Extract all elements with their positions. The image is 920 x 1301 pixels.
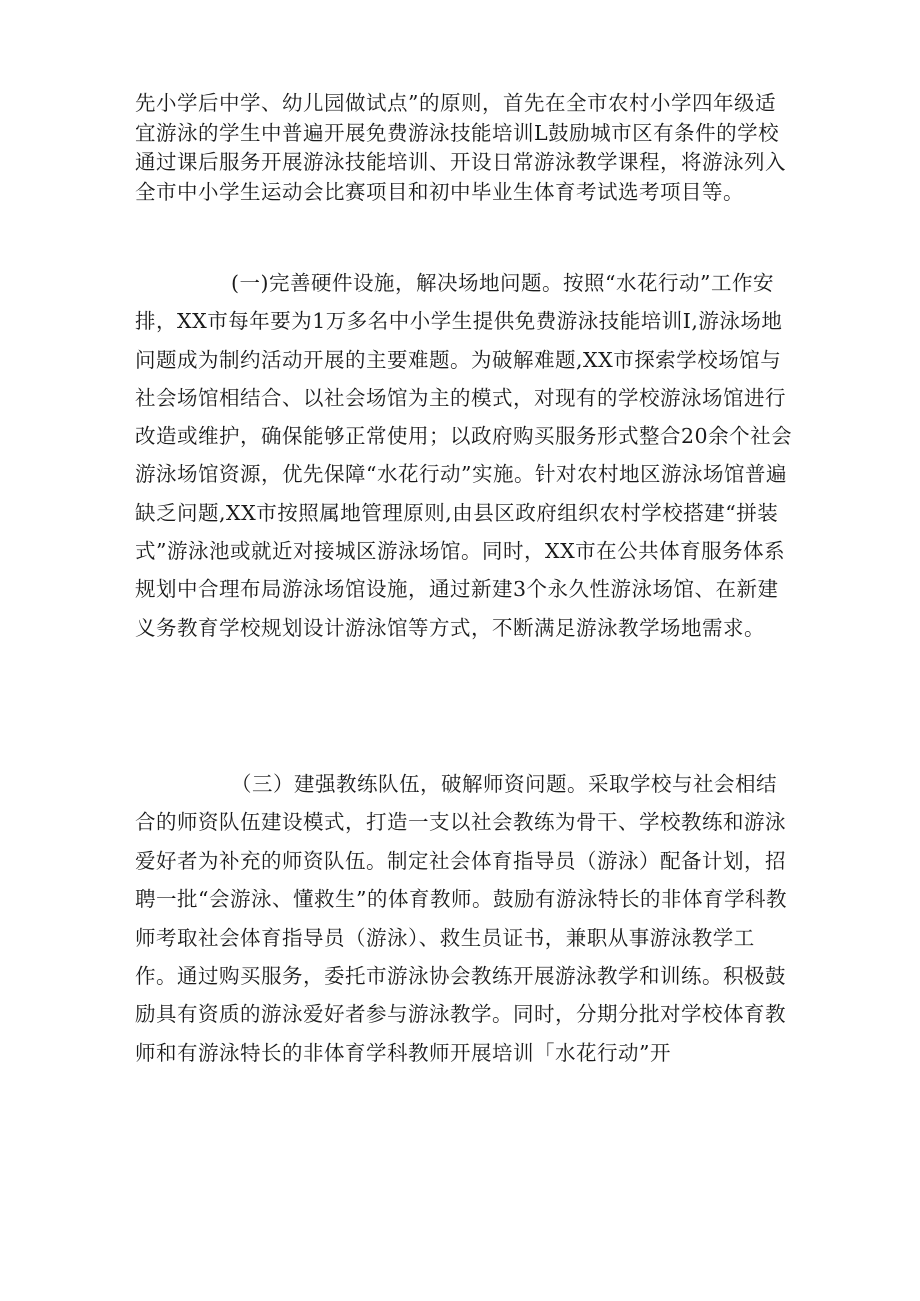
section-1-paragraph: (一)完善硬件设施，解决场地问题。按照“水花行动”工作安排，XX市每年要为1万多名中小学生提供免费游泳技能培训I,游泳场地问题成为制约活动开展的主要难题。为破解难题,XX市探索学校场馆与社会场馆相结合、以社会场馆为主的模式，对现有的学校游泳场馆进行改造或维护，确保能够正常使用；以政府购买服务形式整合20余个社会游泳场馆资源，优先保障“水花行动”实施。针对农村地区游泳场馆普遍缺乏问题,XX市按照属地管理原则,由县区政府组织农村学校搭建“拼装式”游泳池或就近对接城区游泳场馆。同时，XX市在公共体育服务体系规划中合理布局游泳场馆设施，通过新建3个永久性游泳场馆、在新建义务教育学校规划设计游泳馆等方式，不断满足游泳教学场地需求。 xyxy=(135,271,793,640)
intro-paragraph: 先小学后中学、幼儿园做试点”的原则，首先在全市农村小学四年级适宜游泳的学生中普遍开展免费游泳技能培训L鼓励城市区有条件的学校通过课后服务开展游泳技能培训、开设日常游泳教学课程，将游泳列入全市中小学生运动会比赛项目和初中毕业生体育考试选考项目等。 xyxy=(135,91,786,204)
section-3-paragraph: （三）建强教练队伍，破解师资问题。采取学校与社会相结合的师资队伍建设模式，打造一支以社会教练为骨干、学校教练和游泳爱好者为补充的师资队伍。制定社会体育指导员（游泳）配备计划，招聘一批“会游泳、懂救生”的体育教师。鼓励有游泳特长的非体育学科教师考取社会体育指导员（游泳）、救生员证书，兼职从事游泳教学工作。通过购买服务，委托市游泳协会教练开展游泳教学和训练。积极鼓励具有资质的游泳爱好者参与游泳教学。同时，分期分批对学校体育教师和有游泳特长的非体育学科教师开展培训「水花行动”开 xyxy=(135,772,787,1065)
